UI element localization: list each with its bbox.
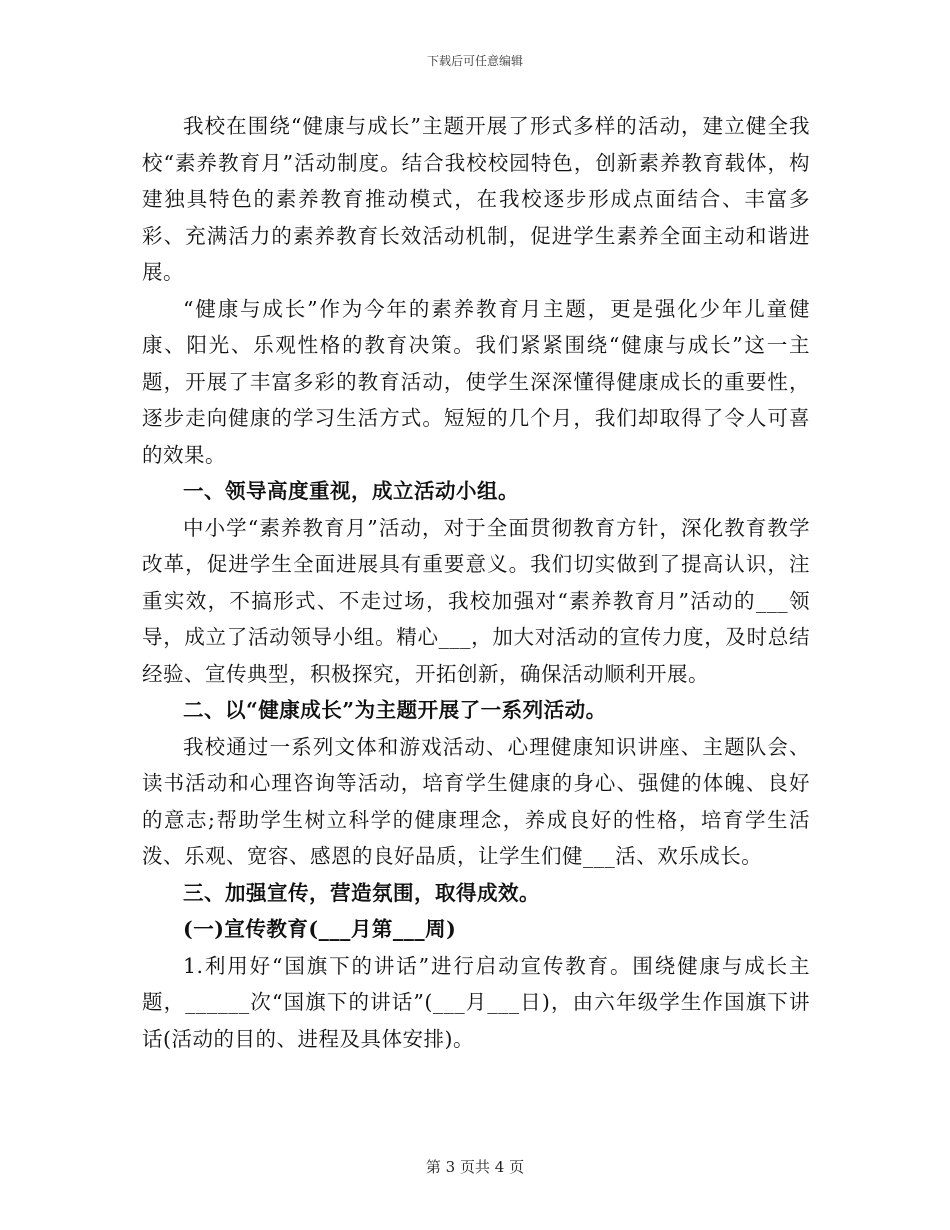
paragraph-theme: “健康与成长”作为今年的素养教育月主题，更是强化少年儿童健康、阳光、乐观性格的教育决策。我们紧紧围绕“健康与成长”这一主题，开展了丰富多彩的教育活动，使学生深深懂得健康成长的重要性，逐步走向健康的学习生活方式。短短的几个月，我们却取得了令人可喜的效果。 — [142, 296, 810, 467]
heading-section-2: 二、以“健康成长”为主题开展了一系列活动。 — [183, 698, 607, 722]
page-header: 下载后可任意编辑 — [426, 54, 523, 68]
paragraph-section-1: 中小学“素养教育月”活动，对于全面贯彻教育方针，深化教育教学改革，促进学生全面进展具有重要意义。我们切实做到了提高认识，注重实效，不搞形式、不走过场，我校加强对“素养教育月”活动的___领导，成立了活动领导小组。精心___，加大对活动的宣传力度，及时总结经验、宣传典型，积极探究，开拓创新，确保活动顺利开展。 — [142, 515, 810, 686]
subheading-publicity: (一)宣传教育(___月第___周) — [183, 917, 457, 941]
page-footer: 第 3 页共 4 页 — [425, 1158, 525, 1176]
heading-section-3: 三、加强宣传，营造氛围，取得成效。 — [183, 880, 540, 905]
paragraph-section-2: 我校通过一系列文体和游戏活动、心理健康知识讲座、主题队会、读书活动和心理咨询等活动，培育学生健康的身心、强健的体魄、良好的意志;帮助学生树立科学的健康理念，养成良好的性格，培育学生活泼、乐观、宽容、感恩的良好品质，让学生们健___活、欢乐成长。 — [142, 734, 810, 868]
paragraph-item-1: 1.利用好“国旗下的讲话”进行启动宣传教育。围绕健康与成长主题，______次“国旗下的讲话”(___月___日)，由六年级学生作国旗下讲话(活动的目的、进程及具体安排)。 — [142, 953, 810, 1051]
heading-section-1: 一、领导高度重视，成立活动小组。 — [183, 479, 519, 503]
paragraph-intro: 我校在围绕“健康与成长”主题开展了形式多样的活动，建立健全我校“素养教育月”活动制度。结合我校校园特色，创新素养教育载体，构建独具特色的素养教育推动模式，在我校逐步形成点面结合、丰富多彩、充满活力的素养教育长效活动机制，促进学生素养全面主动和谐进展。 — [142, 114, 810, 284]
document-body — [142, 108, 810, 1057]
